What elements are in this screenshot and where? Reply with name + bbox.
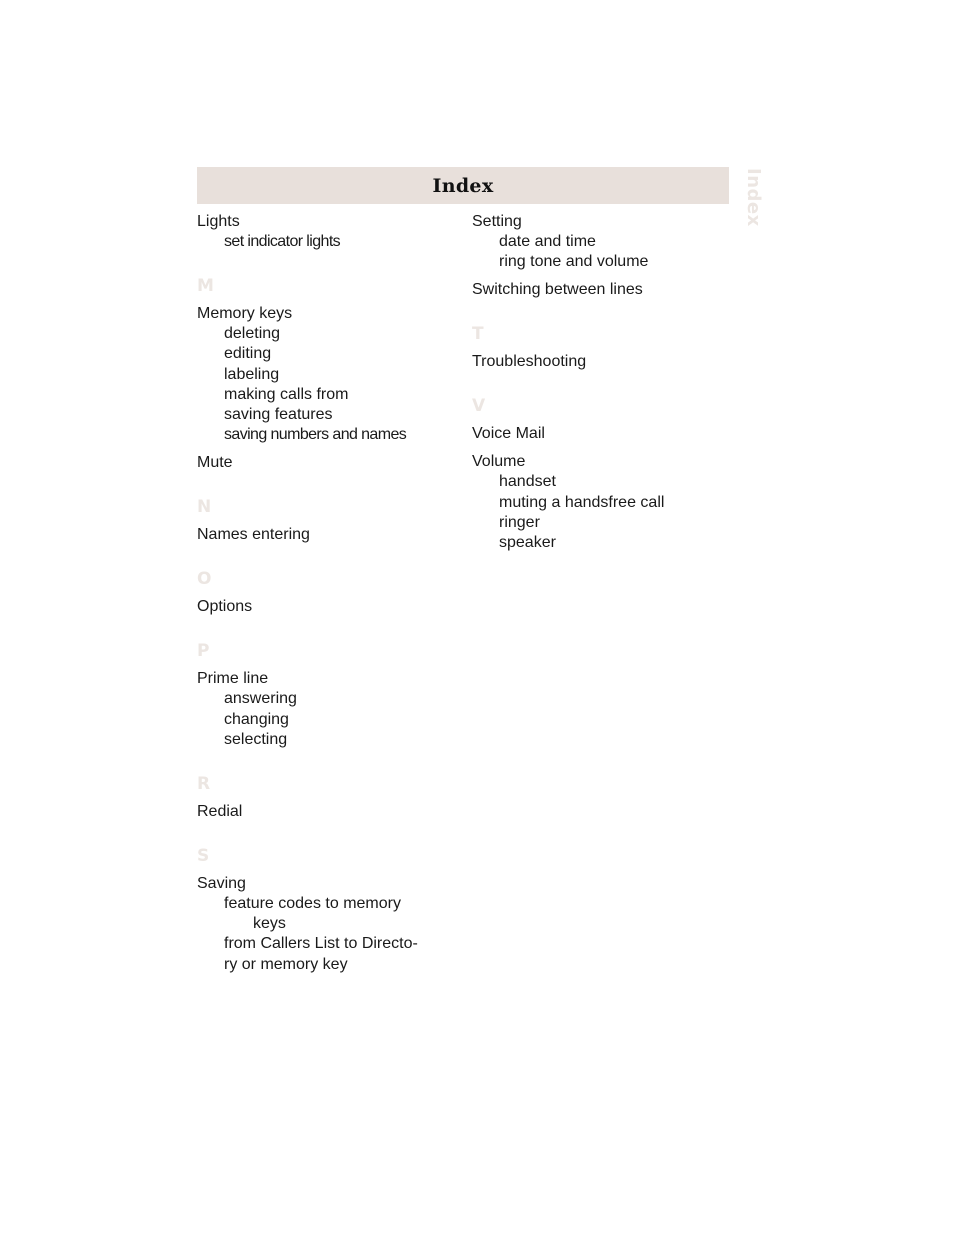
section-letter: O — [197, 569, 212, 590]
index-subterm-text: feature codes to memory — [224, 895, 401, 913]
index-entry — [472, 452, 722, 553]
index-subterm-text: ring tone and volume — [499, 253, 649, 271]
index-subterm-text: handset — [499, 473, 556, 491]
index-term: Redial — [197, 803, 243, 821]
index-subterm — [472, 232, 722, 252]
index-subterm — [472, 533, 722, 553]
section-letter: T — [472, 324, 484, 345]
index-entry — [197, 874, 447, 975]
index-subterm — [197, 385, 447, 405]
section-letter: M — [197, 276, 214, 297]
index-entry — [197, 453, 447, 473]
index-subterm-text: date and time — [499, 233, 596, 250]
index-subterm-text: set indicator lights — [224, 233, 341, 250]
index-subterm — [197, 344, 447, 364]
index-term: Prime line — [197, 670, 269, 688]
index-subterm — [197, 405, 447, 425]
index-entry — [197, 525, 447, 545]
index-term: Options — [197, 598, 253, 616]
index-term: Memory keys — [197, 305, 293, 323]
index-entry — [197, 597, 447, 617]
index-entry — [197, 669, 447, 750]
index-term: Saving — [197, 875, 246, 893]
index-subterm — [197, 689, 447, 709]
index-entry — [472, 212, 722, 272]
index-subterm-text: saving numbers and names — [224, 426, 407, 444]
index-subterm-text: saving features — [224, 406, 333, 424]
index-subterm — [197, 710, 447, 730]
index-column-left — [197, 212, 447, 975]
index-term: Names entering — [197, 526, 310, 544]
side-tab-label: Index — [743, 168, 764, 227]
index-subterm — [197, 894, 447, 934]
index-subterm — [472, 472, 722, 492]
index-subterm-text: making calls from — [224, 385, 349, 403]
index-term: Switching between lines — [472, 281, 643, 299]
index-subterm — [197, 365, 447, 385]
index-subterm-text: editing — [224, 345, 272, 363]
index-subterm — [197, 232, 447, 252]
index-subterm — [197, 934, 447, 954]
index-subterm — [472, 513, 722, 533]
index-subterm — [197, 730, 447, 750]
index-subterm — [197, 324, 447, 344]
index-entry — [472, 280, 722, 300]
index-subterm-text: ry or memory key — [224, 955, 348, 973]
index-term: Setting — [472, 213, 522, 230]
index-subterm — [197, 425, 447, 445]
section-letter: P — [197, 641, 210, 662]
index-subterm-continuation: keys — [253, 915, 286, 933]
index-subterm-text: deleting — [224, 325, 281, 343]
index-entry — [472, 352, 722, 372]
index-subterm-text: labeling — [224, 365, 280, 383]
index-column-right — [472, 212, 722, 553]
section-letter: R — [197, 774, 211, 795]
index-entry — [472, 424, 722, 444]
index-term: Volume — [472, 453, 526, 471]
section-letter: N — [197, 497, 212, 518]
index-term: Troubleshooting — [472, 353, 587, 371]
index-subterm-text: speaker — [499, 534, 556, 552]
index-subterm-text: from Callers List to Directo- — [224, 935, 418, 953]
section-letter: S — [197, 846, 210, 867]
index-header-bar — [197, 167, 729, 204]
index-subterm — [472, 252, 722, 272]
index-subterm-text: selecting — [224, 730, 288, 748]
index-entry — [197, 304, 447, 445]
index-subterm-text: ringer — [499, 513, 540, 531]
index-subterm — [472, 493, 722, 513]
index-subterm — [197, 955, 447, 975]
index-subterm-text: muting a handsfree call — [499, 493, 665, 511]
index-subterm-text: changing — [224, 710, 289, 728]
index-term: Mute — [197, 454, 233, 472]
index-term: Lights — [197, 213, 240, 230]
index-subterm-text: answering — [224, 690, 297, 708]
index-entry — [197, 802, 447, 822]
index-term: Voice Mail — [472, 425, 545, 443]
section-letter: V — [472, 396, 486, 417]
page-title: Index — [432, 174, 494, 197]
index-entry — [197, 212, 447, 252]
